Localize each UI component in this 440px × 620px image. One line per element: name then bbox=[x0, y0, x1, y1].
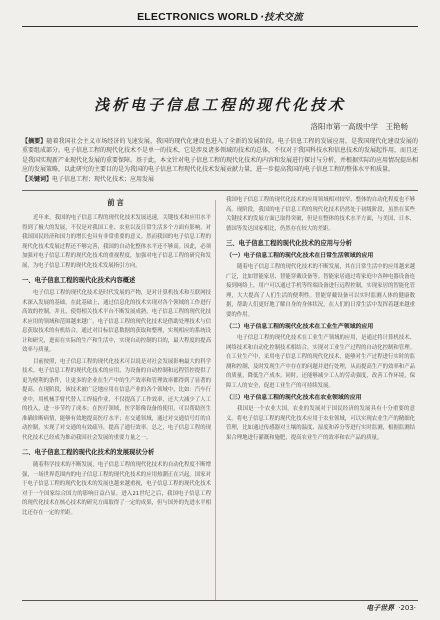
journal-section: ·技术交流 bbox=[260, 12, 303, 23]
abstract-summary bbox=[22, 137, 418, 175]
page-number: ·203· bbox=[398, 604, 416, 612]
page-footer bbox=[366, 603, 416, 613]
section3-subheading-1: （一）电子信息工程的现代化技术在日常生活领域的应用 bbox=[226, 253, 374, 259]
section3-paragraph-2: 电子信息工程的现代化技术在工业生产领域的应用，是通过将计算机技术、网络技术和自动化控制技术相结合，实现对工业生产过程的自动化控制和管理。在工业生产中，采用电子信息工程的现代化技术，能够对生产过程进行实时的监测和控制，及时发现生产中存在的问题并进行处理，从而提高生产的效率和产品的质量，降低生产成本。同时，还能够减少工人的劳动强度，改善工作环境，保障工人的安全，促进工业生产的可持续发展。 bbox=[226, 335, 415, 389]
section1-heading: 一、电子信息工程的现代化技术内容概述 bbox=[22, 277, 136, 284]
intro-heading: 前言 bbox=[107, 198, 126, 207]
section2-paragraph-1: 随着科学技术的不断发展，电子信息工程的现代化技术的自动化程度不断增强，一场世界范围内的电子信息工程的现代化技术的应用热潮正在兴起。国家对于电子信息工程的现代化技术的发展也越来越重视，电子信息工程的现代化技术对于一个国家综合国力的影响日益凸显。进入21世纪之后，我国电子信息工程的现代化技术在核心技术的研究方面取得了一定的成果，但与国外的先进水平相比还存在一定的差距。 bbox=[22, 462, 211, 516]
section3-paragraph-3: 我国是一个农业大国，农业的发展对于国民经济的发展具有十分重要的意义。将电子信息工程的现代化技术应用于农业领域，可以实现农业生产的精细化管理，比如通过传感器对土壤的温度、湿度和养分等进行实时监测，根据监测结果合理地进行灌溉和施肥，提高农业生产的效率和农产品的质量。 bbox=[226, 406, 415, 441]
abstract-label: 【摘要】 bbox=[22, 138, 47, 145]
keywords-text: 电子信息工程；现代化技术；应用发展 bbox=[52, 175, 155, 183]
intro-paragraph: 近年来，我国的电子信息工程的现代化技术发展迅速，关键技术和应用水平得到了极大的发展，不仅是对我国工业、农业以及日常生活多个方面有影响，对我国国民经济和国力的增长也具有非常重要的意义。然而我国的电子信息工程的现代化技术发展过程还不够完善，我国的自动化整体水平还不够高。因此，必须加强对电子信息工程的现代化技术的重视程度，加强对电子信息工程的研究和发展，为电子信息工程的现代化技术发展指引方向。 bbox=[22, 215, 211, 269]
footer-magazine: 电子世界 bbox=[366, 604, 395, 612]
section1-paragraph-1: 电子信息工程的现代化技术是时代发展的产物，是对计算机技术和互联网技术深入发展的基础。在此基础上，通过信息化的技术实现对各个领域的工作进行高效的控制，并且，使得相关技术平台不断发展成熟，电子信息工程的现代化技术应用的领域和范围越来越广。电子信息工程的现代化技术是借助处理技术与信息获取技术的有机结合，通过对目标信息数据的获取和整理，实现相应的系统设计和研究，进而在实际的生产和生活中，实现自动控制的目的，最大程度的提高效率与质量。 bbox=[22, 290, 211, 353]
footer-rule bbox=[22, 600, 418, 601]
right-column bbox=[226, 196, 415, 445]
section3-subheading-2: （二）电子信息工程的现代化技术在工业生产领域的应用 bbox=[226, 324, 374, 330]
section2-heading: 二、电子信息工程的现代化技术的发展现状分析 bbox=[22, 449, 155, 456]
section1-paragraph-2: 目前按照，电子信息工程的现代化技术可以说是对社会发展影响最大的科学技术。电子信息工程的现代化技术的应用，为设备的自动控制和远程管控提供了更为便利的条件，让更多的企业在生产中的生产效率和管理效率都得到了显著的提高。在现阶段，该技术被广泛地应用在信息产业的各个领域中，比如：汽车行业中，用机械手臂代替人工焊接作业，不仅提高了工作效率，还大大减少了人工的投入，进一步节约了成本；在医疗领域，医学影像设备的使用，可以帮助医生准确诊断病情，能够有效地提高医疗水平；在交通领域，通过对交通信号灯的自动控制，实现了对交通的有效疏导，提高了通行效率。总之，电子信息工程的现代化技术已经成为推动我国社会发展的重要力量之一。 bbox=[22, 358, 211, 441]
journal-name: ELECTRONICS WORLD bbox=[137, 11, 259, 23]
abstract-keywords bbox=[22, 175, 418, 184]
abstract-text: 随着我国社会主义市场经济的飞速发展，我国的现代化建设也进入了全新的发展阶段。电子信息工程的发展应用，是我国现代化建设发展的重要组成部分。电子信息工程的现代化技术不是单一的技术，它是涉及诸多领域的技术的总体，不仅对于我国科技水和信息技术的发展起作用，而且还是我国实现新产业现代化发展的重要保障。基于此，本文针对电子信息工程的现代化技术的内容和发展进行探讨与分析，并根据实际的应用情况提出相应的发展策略，以此研究的主要目的是为我国的电子信息工程现代化技术发展贡献力量，进一步提高我国的电子信息工程的整体水平和质量。 bbox=[22, 138, 419, 174]
section3-heading: 三、电子信息工程的现代化技术的应用与分析 bbox=[226, 240, 352, 247]
header-rule bbox=[22, 26, 418, 27]
keywords-label: 【关键词】 bbox=[22, 175, 53, 183]
journal-masthead bbox=[0, 9, 440, 23]
abstract-rule bbox=[22, 190, 418, 191]
abstract-block bbox=[22, 137, 418, 184]
section3-paragraph-1: 随着电子信息工程的现代化技术的不断发展，其在日常生活中的应用越来越广泛，比如智能家居、智能穿戴设备等。智能家居通过将家庭中各种电器设备连接到网络上，用户可以通过手机等终端设备进行远程控制，实现家居的智能化管理，大大提高了人们生活的便利性。智能穿戴设备可以实时监测人体的健康数据，帮助人们更好地了解自身的身体状况，在人们的日常生活中发挥着越来越重要的作用。 bbox=[226, 264, 415, 318]
author-line: 洛阳市第一高级中学 王艳畅 bbox=[310, 122, 408, 131]
section3-subheading-3: （三）电子信息工程的现代化技术在农业领域的应用 bbox=[226, 395, 362, 401]
continued-paragraph: 我国电子信息工程的现代化技术的应用领域相对较窄，整体的自动化程度也不够高。现阶段，我国的电子信息工程的现代化技术仍然处于初级阶段，虽然在某些关键技术的发展方面已取得突破，但是在整体的技术水平方面，与美国、日本、德国等发达国家相比，仍然存在较大的差距。 bbox=[226, 197, 415, 232]
article-title: 浅析电子信息工程的现代化技术 bbox=[93, 96, 346, 114]
column-divider bbox=[215, 200, 216, 600]
left-column bbox=[22, 196, 211, 520]
page-header bbox=[0, 4, 440, 28]
